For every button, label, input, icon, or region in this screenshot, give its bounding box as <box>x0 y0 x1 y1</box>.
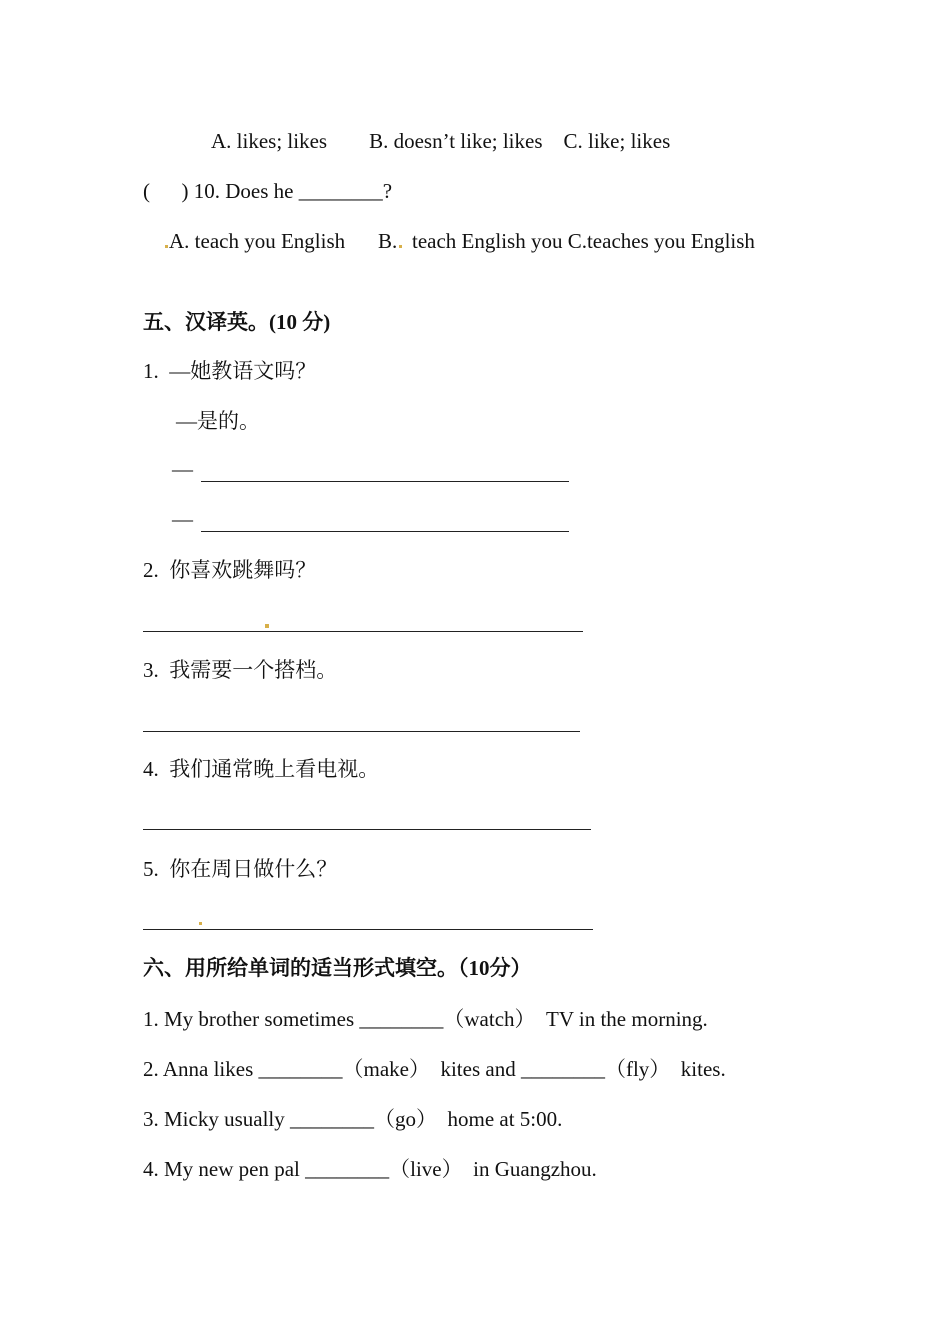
answer-line <box>143 829 591 830</box>
s6-item2: 2. Anna likes ________（make） kites and ________（fly） kites. <box>143 1057 726 1081</box>
s5-item1-reply: —是的。 <box>176 409 260 433</box>
section5-heading: 五、汉译英。(10 分) <box>143 310 331 334</box>
answer-line <box>143 731 580 732</box>
answer-line <box>201 481 569 482</box>
answer-line <box>143 929 593 930</box>
q10-option-b-label: B. <box>378 229 398 253</box>
stray-mark <box>199 922 202 925</box>
stray-mark <box>265 624 269 628</box>
q10-option-a: A. teach you English <box>169 229 346 253</box>
s6-item4: 4. My new pen pal ________（live） in Guangzhou. <box>143 1157 597 1181</box>
q10-stem: ( ) 10. Does he ________? <box>143 179 393 203</box>
section6-heading: 六、用所给单词的适当形式填空。（10分） <box>143 956 532 980</box>
answer-line <box>143 631 583 632</box>
answer-line <box>201 531 569 532</box>
s5-item1-dash1: — <box>172 457 193 481</box>
s6-item3: 3. Micky usually ________（go） home at 5:00. <box>143 1107 563 1131</box>
q9-options: A. likes; likes B. doesn’t like; likes C. like; likes <box>211 129 671 153</box>
s5-item1-dash2: — <box>172 507 193 531</box>
s5-item4-prompt: 4. 我们通常晚上看电视。 <box>143 757 380 781</box>
stray-mark <box>399 245 402 248</box>
s5-item2-prompt: 2. 你喜欢跳舞吗？ <box>143 558 317 582</box>
q10-option-b-text: teach English you C.teaches you English <box>412 229 755 253</box>
s5-item1-prompt: 1. —她教语文吗？ <box>143 359 317 383</box>
s6-item1: 1. My brother sometimes ________（watch） TV in the morning. <box>143 1007 708 1031</box>
s5-item5-prompt: 5. 你在周日做什么？ <box>143 857 338 881</box>
s5-item3-prompt: 3. 我需要一个搭档。 <box>143 658 338 682</box>
stray-mark <box>165 245 168 248</box>
